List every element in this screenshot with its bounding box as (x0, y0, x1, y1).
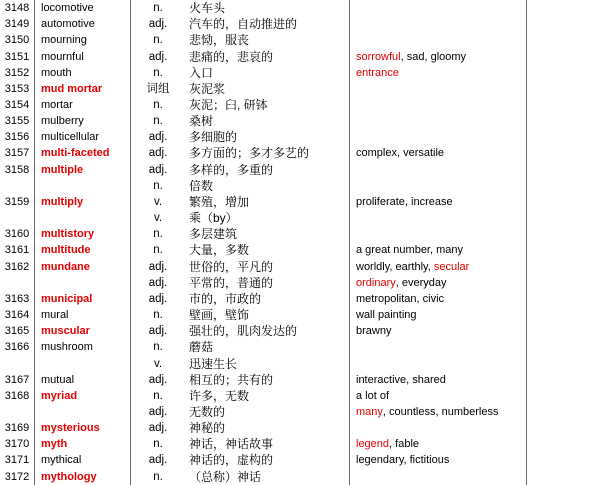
synonym-text: many (356, 405, 383, 418)
part-of-speech-cell: n. (153, 228, 163, 241)
english-word-cell: mourning (35, 32, 131, 48)
row-number-cell: 3165 (0, 323, 35, 339)
table-row[interactable] (0, 129, 600, 145)
empty-margin-cell (527, 355, 600, 371)
row-number-cell: 3150 (0, 32, 35, 48)
synonym-text: brawny (356, 325, 392, 338)
synonym-text: , fable (389, 438, 420, 451)
part-of-speech-cell: adj. (148, 18, 168, 31)
synonym-text: , countless, numberless (382, 405, 499, 418)
table-row[interactable] (0, 113, 600, 129)
part-of-speech-cell: adj. (148, 373, 168, 386)
empty-margin-cell (527, 404, 600, 420)
chinese-definition-cell: 壁画，壁饰 (185, 307, 350, 323)
empty-margin-cell (527, 32, 600, 48)
english-word-cell: multiply (35, 194, 131, 210)
synonyms-cell (350, 339, 527, 355)
chinese-definition-cell: 繁殖，增加 (185, 194, 350, 210)
row-number-cell: 3161 (0, 242, 35, 258)
synonym-text: wall painting (356, 309, 417, 322)
chinese-definition-cell: 多层建筑 (185, 226, 350, 242)
part-of-speech-cell: v. (153, 357, 163, 370)
synonyms-cell (350, 323, 527, 339)
english-word-cell: multi-faceted (35, 145, 131, 161)
chinese-definition-cell: 多方面的；多才多艺的 (185, 145, 350, 161)
empty-margin-cell (527, 0, 600, 16)
synonym-text: worldly, earthly, (356, 260, 434, 273)
row-number-cell: 3148 (0, 0, 35, 16)
part-of-speech-cell: v. (153, 212, 163, 225)
chinese-definition-cell: 大量，多数 (185, 242, 350, 258)
empty-margin-cell (527, 259, 600, 275)
row-number-cell: 3164 (0, 307, 35, 323)
part-of-speech-cell: adj. (148, 325, 168, 338)
english-word-cell: mouth (35, 65, 131, 81)
synonyms-cell (350, 145, 527, 161)
part-of-speech-cell: adj. (148, 422, 168, 435)
chinese-definition-cell: 乘（by） (185, 210, 350, 226)
synonyms-cell (350, 372, 527, 388)
synonym-text: complex, versatile (356, 147, 445, 160)
chinese-definition-cell: 平常的，普通的 (185, 275, 350, 291)
chinese-definition-cell: 蘑菇 (185, 339, 350, 355)
empty-margin-cell (527, 436, 600, 452)
synonyms-cell (350, 420, 527, 436)
synonyms-cell (350, 97, 527, 113)
row-number-cell: 3156 (0, 129, 35, 145)
empty-margin-cell (527, 242, 600, 258)
part-of-speech-cell: n. (153, 66, 163, 79)
synonyms-cell (350, 226, 527, 242)
synonyms-cell (350, 242, 527, 258)
row-number-cell: 3167 (0, 372, 35, 388)
synonym-text: legendary, fictitious (356, 454, 450, 467)
empty-margin-cell (527, 226, 600, 242)
synonym-text: a lot of (356, 389, 390, 402)
synonyms-cell (350, 113, 527, 129)
english-word-cell: multicellular (35, 129, 131, 145)
table-row[interactable] (0, 388, 600, 404)
table-row[interactable] (0, 194, 600, 210)
synonyms-cell (350, 178, 527, 194)
row-number-cell (0, 404, 35, 420)
empty-margin-cell (527, 145, 600, 161)
synonyms-cell (350, 32, 527, 48)
table-row[interactable] (0, 339, 600, 355)
synonym-text: , sad, gloomy (400, 50, 467, 63)
synonyms-cell (350, 162, 527, 178)
english-word-cell: multistory (35, 226, 131, 242)
english-word-cell: municipal (35, 291, 131, 307)
chinese-definition-cell: 迅速生长 (185, 355, 350, 371)
part-of-speech-cell: adj. (148, 147, 168, 160)
synonym-text: legend (356, 438, 390, 451)
synonyms-cell (350, 48, 527, 64)
table-row[interactable] (0, 355, 600, 371)
chinese-definition-cell: 灰泥；臼, 研钵 (185, 97, 350, 113)
row-number-cell: 3162 (0, 259, 35, 275)
part-of-speech-cell: n. (153, 179, 163, 192)
english-word-cell: automotive (35, 16, 131, 32)
english-word-cell: mutual (35, 372, 131, 388)
english-word-cell (35, 355, 131, 371)
table-row[interactable] (0, 323, 600, 339)
table-row[interactable] (0, 275, 600, 291)
empty-margin-cell (527, 113, 600, 129)
row-number-cell: 3155 (0, 113, 35, 129)
part-of-speech-cell: n. (153, 115, 163, 128)
table-row[interactable] (0, 242, 600, 258)
empty-margin-cell (527, 81, 600, 97)
empty-margin-cell (527, 129, 600, 145)
part-of-speech-cell: n. (153, 2, 163, 15)
part-of-speech-cell: adj. (148, 405, 168, 418)
part-of-speech-cell: n. (153, 389, 163, 402)
chinese-definition-cell: 神话的，虚构的 (185, 452, 350, 468)
empty-margin-cell (527, 48, 600, 64)
synonyms-cell (350, 355, 527, 371)
synonyms-cell (350, 436, 527, 452)
part-of-speech-cell: adj. (148, 276, 168, 289)
row-number-cell (0, 275, 35, 291)
row-number-cell: 3151 (0, 48, 35, 64)
english-word-cell: multiple (35, 162, 131, 178)
chinese-definition-cell: 桑树 (185, 113, 350, 129)
chinese-definition-cell: 无数的 (185, 404, 350, 420)
table-row[interactable] (0, 469, 600, 485)
table-row[interactable] (0, 48, 600, 64)
english-word-cell: muscular (35, 323, 131, 339)
synonym-text: proliferate, increase (356, 195, 453, 208)
table-row[interactable] (0, 162, 600, 178)
chinese-definition-cell: 悲恸，服丧 (185, 32, 350, 48)
chinese-definition-cell: 市的，市政的 (185, 291, 350, 307)
table-row[interactable] (0, 420, 600, 436)
empty-margin-cell (527, 323, 600, 339)
english-word-cell (35, 275, 131, 291)
synonyms-cell (350, 210, 527, 226)
chinese-definition-cell: 许多，无数 (185, 388, 350, 404)
table-row[interactable] (0, 81, 600, 97)
chinese-definition-cell: 悲痛的，悲哀的 (185, 48, 350, 64)
english-word-cell: multitude (35, 242, 131, 258)
part-of-speech-cell: n. (153, 470, 163, 483)
chinese-definition-cell: 汽车的，自动推进的 (185, 16, 350, 32)
synonym-text: metropolitan, civic (356, 292, 445, 305)
synonym-text: ordinary (356, 276, 396, 289)
part-of-speech-cell: adj. (148, 50, 168, 63)
table-row[interactable] (0, 32, 600, 48)
part-of-speech-cell: n. (153, 34, 163, 47)
table-row[interactable] (0, 307, 600, 323)
row-number-cell: 3152 (0, 65, 35, 81)
table-row[interactable] (0, 97, 600, 113)
chinese-definition-cell: 多细胞的 (185, 129, 350, 145)
empty-margin-cell (527, 65, 600, 81)
chinese-definition-cell: 神秘的 (185, 420, 350, 436)
english-word-cell: mushroom (35, 339, 131, 355)
row-number-cell: 3160 (0, 226, 35, 242)
synonyms-cell (350, 452, 527, 468)
synonyms-cell (350, 65, 527, 81)
synonyms-cell (350, 16, 527, 32)
table-row[interactable] (0, 372, 600, 388)
row-number-cell: 3170 (0, 436, 35, 452)
chinese-definition-cell: 强壮的，肌肉发达的 (185, 323, 350, 339)
empty-margin-cell (527, 452, 600, 468)
synonyms-cell (350, 259, 527, 275)
row-number-cell: 3157 (0, 145, 35, 161)
synonym-text: secular (433, 260, 470, 273)
part-of-speech-cell: 词组 (146, 82, 170, 95)
empty-margin-cell (527, 339, 600, 355)
row-number-cell: 3153 (0, 81, 35, 97)
chinese-definition-cell: 多样的，多重的 (185, 162, 350, 178)
synonyms-cell (350, 0, 527, 16)
row-number-cell (0, 355, 35, 371)
row-number-cell: 3158 (0, 162, 35, 178)
row-number-cell: 3149 (0, 16, 35, 32)
empty-margin-cell (527, 210, 600, 226)
part-of-speech-cell: adj. (148, 131, 168, 144)
synonym-text: a great number, many (356, 244, 464, 257)
row-number-cell: 3172 (0, 469, 35, 485)
chinese-definition-cell: 世俗的，平凡的 (185, 259, 350, 275)
english-word-cell: myriad (35, 388, 131, 404)
english-word-cell: mud mortar (35, 81, 131, 97)
english-word-cell: mortar (35, 97, 131, 113)
synonyms-cell (350, 275, 527, 291)
chinese-definition-cell: 相互的；共有的 (185, 372, 350, 388)
empty-margin-cell (527, 162, 600, 178)
table-row[interactable] (0, 145, 600, 161)
empty-margin-cell (527, 388, 600, 404)
part-of-speech-cell: adj. (148, 163, 168, 176)
part-of-speech-cell: n. (153, 438, 163, 451)
chinese-definition-cell: 火车头 (185, 0, 350, 16)
table-row[interactable] (0, 436, 600, 452)
empty-margin-cell (527, 194, 600, 210)
synonyms-cell (350, 194, 527, 210)
english-word-cell: mural (35, 307, 131, 323)
part-of-speech-cell: adj. (148, 260, 168, 273)
part-of-speech-cell: adj. (148, 292, 168, 305)
row-number-cell: 3154 (0, 97, 35, 113)
row-number-cell: 3163 (0, 291, 35, 307)
table-row[interactable] (0, 226, 600, 242)
synonym-text: interactive, shared (356, 373, 446, 386)
empty-margin-cell (527, 97, 600, 113)
table-row[interactable] (0, 0, 600, 16)
synonym-text: entrance (356, 66, 399, 79)
empty-margin-cell (527, 372, 600, 388)
synonym-text: , everyday (395, 276, 447, 289)
table-row[interactable] (0, 291, 600, 307)
english-word-cell (35, 210, 131, 226)
table-row[interactable] (0, 210, 600, 226)
synonym-text: sorrowful (356, 50, 401, 63)
english-word-cell: mulberry (35, 113, 131, 129)
table-row[interactable] (0, 404, 600, 420)
table-row[interactable] (0, 259, 600, 275)
synonyms-cell (350, 388, 527, 404)
empty-margin-cell (527, 178, 600, 194)
row-number-cell: 3171 (0, 452, 35, 468)
table-row[interactable] (0, 16, 600, 32)
synonyms-cell (350, 307, 527, 323)
synonyms-cell (350, 291, 527, 307)
english-word-cell: locomotive (35, 0, 131, 16)
part-of-speech-cell: n. (153, 244, 163, 257)
row-number-cell: 3166 (0, 339, 35, 355)
english-word-cell (35, 178, 131, 194)
part-of-speech-cell: v. (153, 195, 163, 208)
english-word-cell: mundane (35, 259, 131, 275)
empty-margin-cell (527, 291, 600, 307)
empty-margin-cell (527, 16, 600, 32)
part-of-speech-cell: n. (153, 309, 163, 322)
part-of-speech-cell: n. (153, 341, 163, 354)
row-number-cell: 3168 (0, 388, 35, 404)
table-row[interactable] (0, 178, 600, 194)
part-of-speech-cell: adj. (148, 454, 168, 467)
chinese-definition-cell: 灰泥浆 (185, 81, 350, 97)
synonyms-cell (350, 404, 527, 420)
synonyms-cell (350, 469, 527, 485)
english-word-cell: myth (35, 436, 131, 452)
empty-margin-cell (527, 307, 600, 323)
chinese-definition-cell: 入口 (185, 65, 350, 81)
synonyms-cell (350, 81, 527, 97)
empty-margin-cell (527, 469, 600, 485)
english-word-cell: mythology (35, 469, 131, 485)
chinese-definition-cell: （总称）神话 (185, 469, 350, 485)
row-number-cell (0, 178, 35, 194)
chinese-definition-cell: 神话，神话故事 (185, 436, 350, 452)
empty-margin-cell (527, 420, 600, 436)
english-word-cell: mysterious (35, 420, 131, 436)
table-row[interactable] (0, 452, 600, 468)
english-word-cell (35, 404, 131, 420)
chinese-definition-cell: 倍数 (185, 178, 350, 194)
table-row[interactable] (0, 65, 600, 81)
english-word-cell: mournful (35, 48, 131, 64)
row-number-cell (0, 210, 35, 226)
empty-margin-cell (527, 275, 600, 291)
part-of-speech-cell: n. (153, 99, 163, 112)
row-number-cell: 3169 (0, 420, 35, 436)
synonyms-cell (350, 129, 527, 145)
row-number-cell: 3159 (0, 194, 35, 210)
english-word-cell: mythical (35, 452, 131, 468)
